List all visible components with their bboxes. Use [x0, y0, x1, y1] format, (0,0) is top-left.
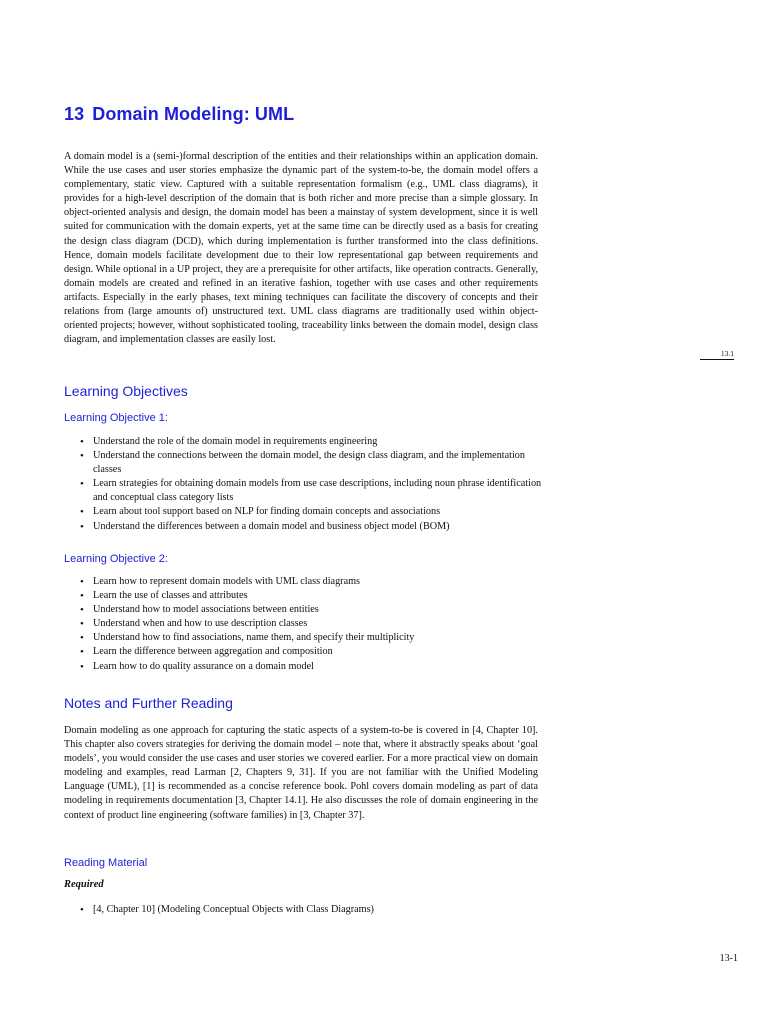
list-item: • Learn how to represent domain models with UML class diagrams — [80, 575, 542, 589]
learning-objective-1-list — [80, 435, 542, 534]
list-item: • Understand when and how to use description classes — [80, 617, 542, 631]
reading-material-heading: Reading Material — [64, 857, 148, 869]
list-item: • Understand how to model associations between entities — [80, 603, 542, 617]
margin-note: 13.1 — [700, 349, 734, 360]
required-reading-list — [80, 903, 542, 917]
list-item: • Learn the use of classes and attributes — [80, 589, 542, 603]
learning-objective-2-heading: Learning Objective 2: — [64, 553, 168, 565]
required-label: Required — [64, 879, 104, 890]
chapter-number: 13 — [64, 104, 85, 124]
list-item: • Learn how to do quality assurance on a domain model — [80, 660, 542, 674]
page-number: 13-1 — [719, 953, 738, 964]
notes-heading: Notes and Further Reading — [64, 695, 233, 711]
list-item: • Understand how to find associations, name them, and specify their multiplicity — [80, 631, 542, 645]
chapter-title — [64, 104, 294, 125]
list-item: • Understand the role of the domain model in requirements engineering — [80, 435, 542, 449]
list-item: • Learn the difference between aggregation and composition — [80, 645, 542, 659]
intro-paragraph: A domain model is a (semi-)formal description of the entities and their relationships within an application domain. While the use cases and user stories emphasize the dynamic part of the system-to-be, the domain model offers a complementary, static view. Captured with a suitable representation formalism (e.g., UML class diagrams), it provides for a high-level description of the domain that is both richer and more precise than a simple glossary. In object-oriented analysis and design, the domain model has been a mainstay of system development, since it is well suited for communication with the domain experts, yet at the same time can be directly used as a basis for creating the design class diagram (DCD), which during implementation is further transformed into the class definitions. Hence, domain models facilitate development due to their low representational gap between requirements and design. While optional in a UP project, they are a prerequisite for other artifacts, like operation contracts. Generally, domain models are created and refined in an iterative fashion, together with use cases and other requirements artifacts. Especially in the early phases, text mining techniques can facilitate the discovery of concepts and their relations from (large amounts of) unstructured text. UML class diagrams are traditionally used within object-oriented projects; however, without sophisticated tooling, traceability links between the domain model, design class diagram, and implementation classes are easily lost. — [64, 151, 538, 346]
chapter-title-text: Domain Modeling: UML — [92, 104, 295, 124]
learning-objectives-heading: Learning Objectives — [64, 383, 188, 399]
list-item: • [4, Chapter 10] (Modeling Conceptual Objects with Class Diagrams) — [80, 903, 542, 917]
list-item: • Learn about tool support based on NLP for finding domain concepts and associations — [80, 505, 542, 519]
list-item: • Learn strategies for obtaining domain models from use case descriptions, including noun phrase identification and conceptual class category lists — [80, 477, 542, 505]
list-item: • Understand the connections between the domain model, the design class diagram, and the implementation classes — [80, 449, 542, 477]
notes-paragraph: Domain modeling as one approach for capturing the static aspects of a system-to-be is covered in [4, Chapter 10]. This chapter also covers strategies for deriving the domain model – note that, where it abstractly speaks about ‘goal models’, you would consider the use cases and user stories we covered earlier. For a more practical view on domain modeling and examples, read Larman [2, Chapters 9, 31]. If you are not familiar with the Unified Modeling Language (UML), [1] is recommended as a concise reference book. Pohl covers domain modeling as part of data modeling in requirements documentation [3, Chapter 14.1]. He also discusses the role of domain engineering in the context of product line engineering (software families) in [3, Chapter 37]. — [64, 725, 538, 821]
learning-objective-1-heading: Learning Objective 1: — [64, 412, 168, 424]
learning-objective-2-list — [80, 575, 542, 674]
list-item: • Understand the differences between a domain model and business object model (BOM) — [80, 520, 542, 534]
